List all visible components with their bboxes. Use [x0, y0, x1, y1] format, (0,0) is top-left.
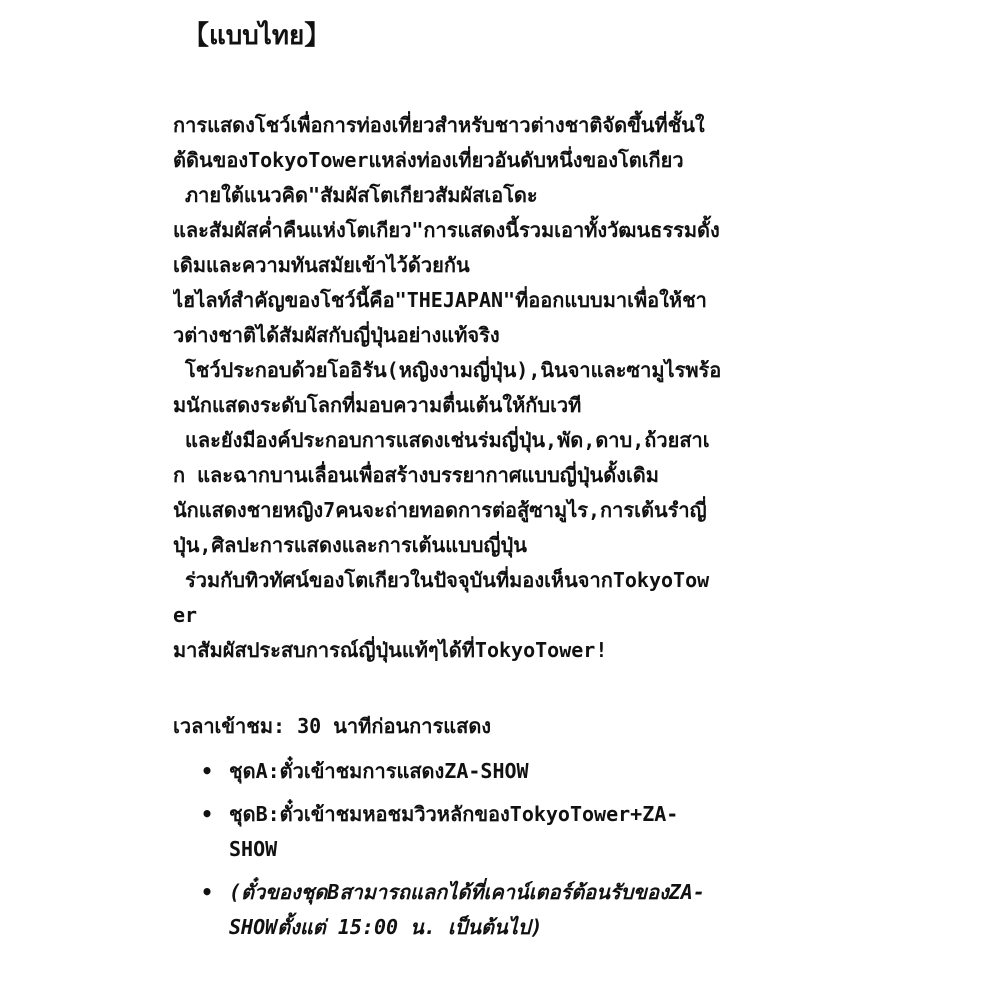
set-a-label: ชุดA:ตั๋วเข้าชมการแสดงZA-SHOW: [229, 759, 529, 783]
paragraph-line: นักแสดงชายหญิง7คนจะถ่ายทอดการต่อสู้ซามูไร,การเต้นรำญี่: [173, 498, 707, 522]
page-title: 【แบบไทย】: [183, 21, 331, 51]
list-item-note: [201, 875, 833, 945]
paragraph-line: ภายใต้แนวคิด"สัมผัสโตเกียวสัมผัสเอโดะ: [185, 183, 538, 207]
ticket-set-list: [173, 754, 833, 945]
paragraph-line: มาสัมผัสประสบการณ์ญี่ปุ่นแท้ๆได้ที่TokyoTower!: [173, 638, 608, 662]
paragraph-line: ปุ่น,ศิลปะการแสดงและการเต้นแบบญี่ปุ่น: [173, 533, 527, 557]
paragraph-line: วต่างชาติได้สัมผัสกับญี่ปุ่นอย่างแท้จริง: [173, 323, 500, 347]
list-item-set-b: [201, 797, 833, 867]
paragraph-line: มนักแสดงระดับโลกที่มอบความตื่นเต้นให้กับเวที: [173, 393, 582, 417]
paragraph-line: และสัมผัสค่ำคืนแห่งโตเกียว"การแสดงนี้รวมเอาทั้งวัฒนธรรมดั้ง: [173, 218, 720, 242]
set-b-label-line1: ชุดB:ตั๋วเข้าชมหอชมวิวหลักของTokyoTower+ZA-: [229, 802, 679, 826]
paragraph-line: และยังมีองค์ประกอบการแสดงเช่นร่มญี่ปุ่น,พัด,ดาบ,ถ้วยสาเ: [185, 428, 710, 452]
paragraph-line: ร่วมกับทิวทัศน์ของโตเกียวในปัจจุบันที่มองเห็นจากTokyoTow: [185, 568, 710, 592]
exchange-note-line1: (ตั๋วของชุดBสามารถแลกได้ที่เคาน์เตอร์ต้อนรับของZA-: [229, 880, 705, 904]
admission-time: เวลาเข้าชม: 30 นาทีก่อนการแสดง: [173, 714, 492, 738]
bullet-icon: •: [201, 802, 214, 826]
paragraph-line: เดิมและความทันสมัยเข้าไว้ด้วยกัน: [173, 253, 470, 277]
paragraph-line: โชว์ประกอบด้วยโออิรัน(หญิงงามญี่ปุ่น),นินจาและซามูไรพร้อ: [185, 358, 722, 382]
bullet-icon: •: [201, 759, 214, 783]
paragraph-line: การแสดงโชว์เพื่อการท่องเที่ยวสำหรับชาวต่างชาติจัดขึ้นที่ชั้นใ: [173, 113, 705, 137]
section-spacer: [173, 668, 833, 708]
paragraph-line: ต้ดินของTokyoTowerแหล่งท่องเที่ยวอันดับหนึ่งของโตเกียว: [173, 148, 684, 172]
set-b-label-line2: SHOW: [229, 837, 278, 861]
paragraph-line: ไฮไลท์สำคัญของโชว์นี้คือ"THEJAPAN"ที่ออกแบบมาเพื่อให้ชา: [173, 288, 707, 312]
exchange-note-line2: SHOWตั้งแต่ 15:00 น. เป็นต้นไป): [229, 915, 543, 939]
list-item-set-a: [201, 754, 833, 789]
document-page: [173, 14, 833, 953]
bullet-icon: •: [201, 880, 214, 904]
description-paragraph: [173, 108, 833, 668]
paragraph-line: ก และฉากบานเลื่อนเพื่อสร้างบรรยากาศแบบญี่ปุ่นดั้งเดิม: [173, 463, 659, 487]
paragraph-line: er: [173, 603, 198, 627]
